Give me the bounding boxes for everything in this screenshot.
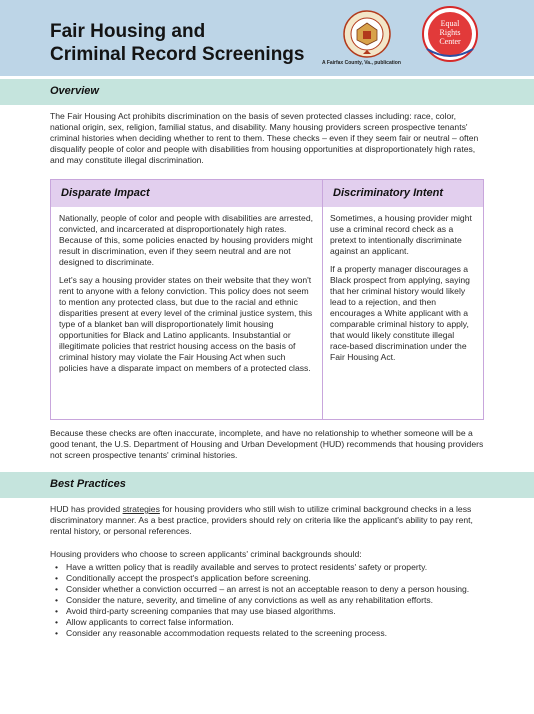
fairfax-county-seal-logo: [343, 10, 391, 58]
discriminatory-intent-header: [323, 180, 483, 207]
title-line-1: Fair Housing and: [50, 21, 206, 42]
overview-text: The Fair Housing Act prohibits discrimination on the basis of seven protected classes including: race, color, national origin, sex, religion, familial status, and disability. Many housing providers screen prospective tenants' criminal histories when deciding whether to rent to them. These checks – even if they seem fair or neutral – often disqualify people of color and people with disabilities from housing opportunities at disproportionately high rates, and may constitute illegal discrimination.: [50, 111, 479, 165]
disparate-impact-paragraph-2: Let's say a housing provider states on their website that they won't rent to anyone with a felony conviction. This policy does not seem to mention any protected class, but due to the racial and ethnic disparities present at every level of the criminal justice system, this type of a blanket ban will disproportionately limit housing opportunities for Black and Latino applicants. Insubstantial or illegitimate policies that restrict housing access on the basis of criminal history may violate the Fair Housing Act when such policies have a disparate impact on members of a protected class.: [59, 275, 313, 373]
bullet-icon: •: [55, 617, 59, 627]
best-practices-list: [55, 562, 486, 639]
bullet-icon: •: [55, 628, 59, 638]
list-item: • Consider any reasonable accommodation requests related to the screening process.: [55, 628, 388, 638]
overview-band: [0, 79, 534, 105]
screening-lead-in: Housing providers who choose to screen applicants' criminal backgrounds should:: [50, 549, 362, 559]
list-item: • Consider whether a conviction occurred – an arrest is not an acceptable reason to deny a person housing.: [55, 584, 470, 594]
bullet-icon: •: [55, 573, 59, 583]
title-line-2: Criminal Record Screenings: [50, 44, 305, 65]
disparate-impact-heading: Disparate Impact: [61, 187, 150, 199]
discriminatory-intent-paragraph-2: If a property manager discourages a Black prospect from applying, saying that her criminal history would likely lead to a rejection, and then encourages a White applicant with a comparable criminal history to apply, that would likely constitute illegal race-based discrimination under the Fair Housing Act.: [330, 264, 470, 362]
list-item: • Allow applicants to correct false information.: [55, 617, 234, 627]
bullet-icon: •: [55, 606, 59, 616]
bullet-icon: •: [55, 584, 59, 594]
intro-text-after-link: for housing providers who still wish to utilize criminal background checks in a less discriminatory manner. As a best practice, providers should rely on criteria like the applicant's ability to pay rent, rental history, or personal references.: [50, 504, 473, 536]
strategies-link[interactable]: strategies: [122, 504, 160, 514]
column-divider: [322, 180, 323, 419]
hud-recommendation-text: Because these checks are often inaccurate, incomplete, and have no relationship to whether someone will be a good tenant, the U.S. Department of Housing and Urban Development (HUD) recommends that housing providers not screen prospective tenants' criminal histories.: [50, 428, 484, 460]
list-item: • Consider the nature, severity, and timeline of any convictions as well as any rehabilitation efforts.: [55, 595, 434, 605]
bullet-icon: •: [55, 562, 59, 572]
comparison-box: [50, 179, 484, 420]
overview-heading: Overview: [50, 85, 99, 97]
list-item: • Conditionally accept the prospect's application before screening.: [55, 573, 311, 583]
discriminatory-intent-column: [330, 213, 476, 363]
best-practices-intro: [50, 504, 486, 537]
publication-note: A Fairfax County, Va., publication: [322, 60, 401, 66]
best-practices-heading: Best Practices: [50, 478, 126, 490]
erc-word-center: Center: [439, 37, 461, 46]
bullet-icon: •: [55, 595, 59, 605]
intro-text-before-link: HUD has provided: [50, 504, 123, 514]
erc-word-rights: Rights: [439, 28, 461, 37]
disparate-impact-paragraph-1: Nationally, people of color and people with disabilities are arrested, convicted, and incarcerated at disproportionately high rates. Because of this, some policies enacted by housing providers might result in discrimination, even if they seem neutral and are not designed to discriminate.: [59, 213, 313, 267]
disparate-impact-column: [59, 213, 315, 374]
disparate-impact-header: [51, 180, 322, 207]
erc-word-equal: Equal: [440, 19, 460, 28]
discriminatory-intent-paragraph-1: Sometimes, a housing provider might use a criminal record check as a pretext to intentionally discriminate against an applicant.: [330, 213, 472, 256]
list-item: • Avoid third-party screening companies that may use biased algorithms.: [55, 606, 336, 616]
list-item: • Have a written policy that is readily available and serves to protect residents' safety or property.: [55, 562, 428, 572]
best-practices-band: [0, 472, 534, 498]
discriminatory-intent-heading: Discriminatory Intent: [333, 187, 444, 199]
equal-rights-center-logo: [421, 5, 479, 65]
page-title: [50, 20, 304, 66]
header-banner: [0, 0, 534, 76]
